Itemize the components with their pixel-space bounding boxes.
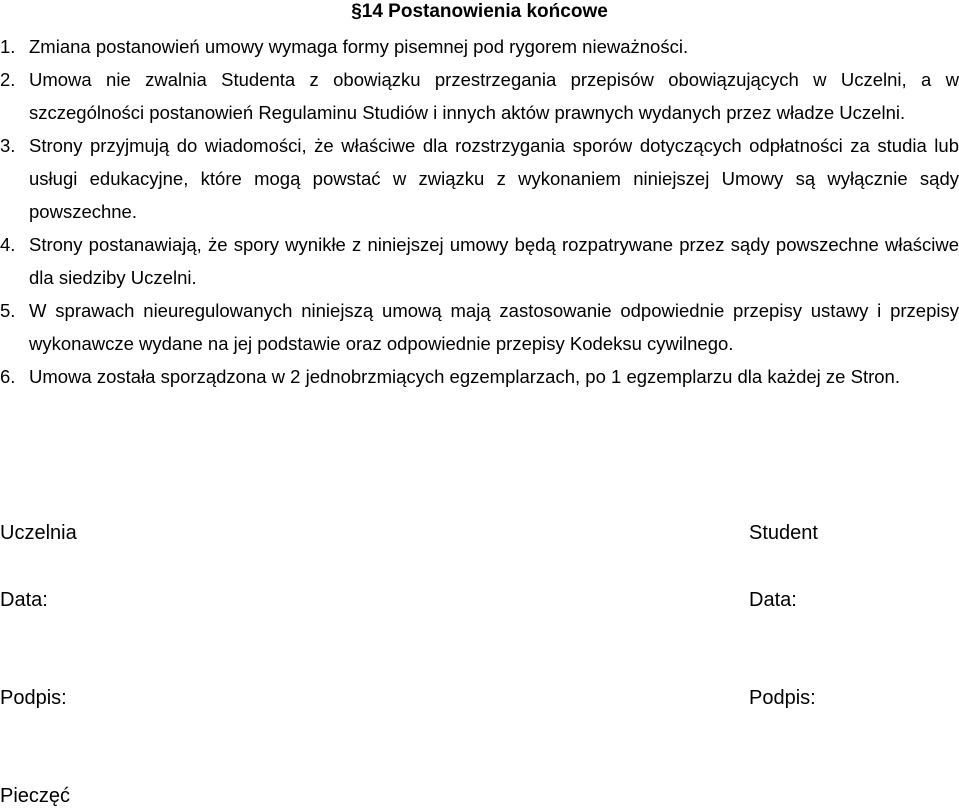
clause-number: 4. [0, 234, 16, 255]
clause-text: Strony postanawiają, że spory wynikłe z niniejszej umowy będą rozpatrywane przez sądy powszechne właściwe dla siedziby Uczelni. [29, 234, 959, 288]
clause-item [0, 30, 959, 63]
student-signature-label: Podpis: [749, 687, 816, 709]
clause-text: Umowa nie zwalnia Studenta z obowiązku przestrzegania przepisów obowiązujących w Uczelni, a w szczególności postanowień Regulaminu Studiów i innych aktów prawnych wydanych przez władze Uczelni. [29, 69, 959, 123]
uczelnia-date-label: Data: [0, 589, 48, 611]
clause-text: Zmiana postanowień umowy wymaga formy pisemnej pod rygorem nieważności. [29, 36, 689, 57]
clause-number: 3. [0, 135, 16, 156]
uczelnia-signature-label: Podpis: [0, 687, 67, 709]
uczelnia-stamp-label: Pieczęć [0, 785, 71, 807]
clause-number: 5. [0, 300, 16, 321]
clause-list [0, 30, 959, 393]
clause-text: Umowa została sporządzona w 2 jednobrzmiących egzemplarzach, po 1 egzemplarzu dla każdej ze Stron. [29, 366, 900, 387]
clause-text: W sprawach nieuregulowanych niniejszą umową mają zastosowanie odpowiednie przepisy ustawy i przepisy wykonawcze wydane na jej podstawie oraz odpowiednie przepisy Kodeksu cywilnego. [29, 300, 959, 354]
clause-number: 6. [0, 366, 16, 387]
clause-item [0, 228, 959, 294]
clause-item [0, 129, 959, 228]
clause-number: 2. [0, 69, 16, 90]
clause-number: 1. [0, 36, 16, 57]
party-student-label: Student [749, 522, 818, 544]
clause-item [0, 360, 959, 393]
party-uczelnia-label: Uczelnia [0, 522, 77, 544]
clause-text: Strony przyjmują do wiadomości, że właściwe dla rozstrzygania sporów dotyczących odpłatności za studia lub usługi edukacyjne, które mogą powstać w związku z wykonaniem niniejszej Umowy są wyłącznie sądy powszechne. [29, 135, 959, 222]
section-title: §14 Postanowienia końcowe [351, 1, 608, 22]
student-date-label: Data: [749, 589, 797, 611]
clause-item [0, 294, 959, 360]
clause-item [0, 63, 959, 129]
